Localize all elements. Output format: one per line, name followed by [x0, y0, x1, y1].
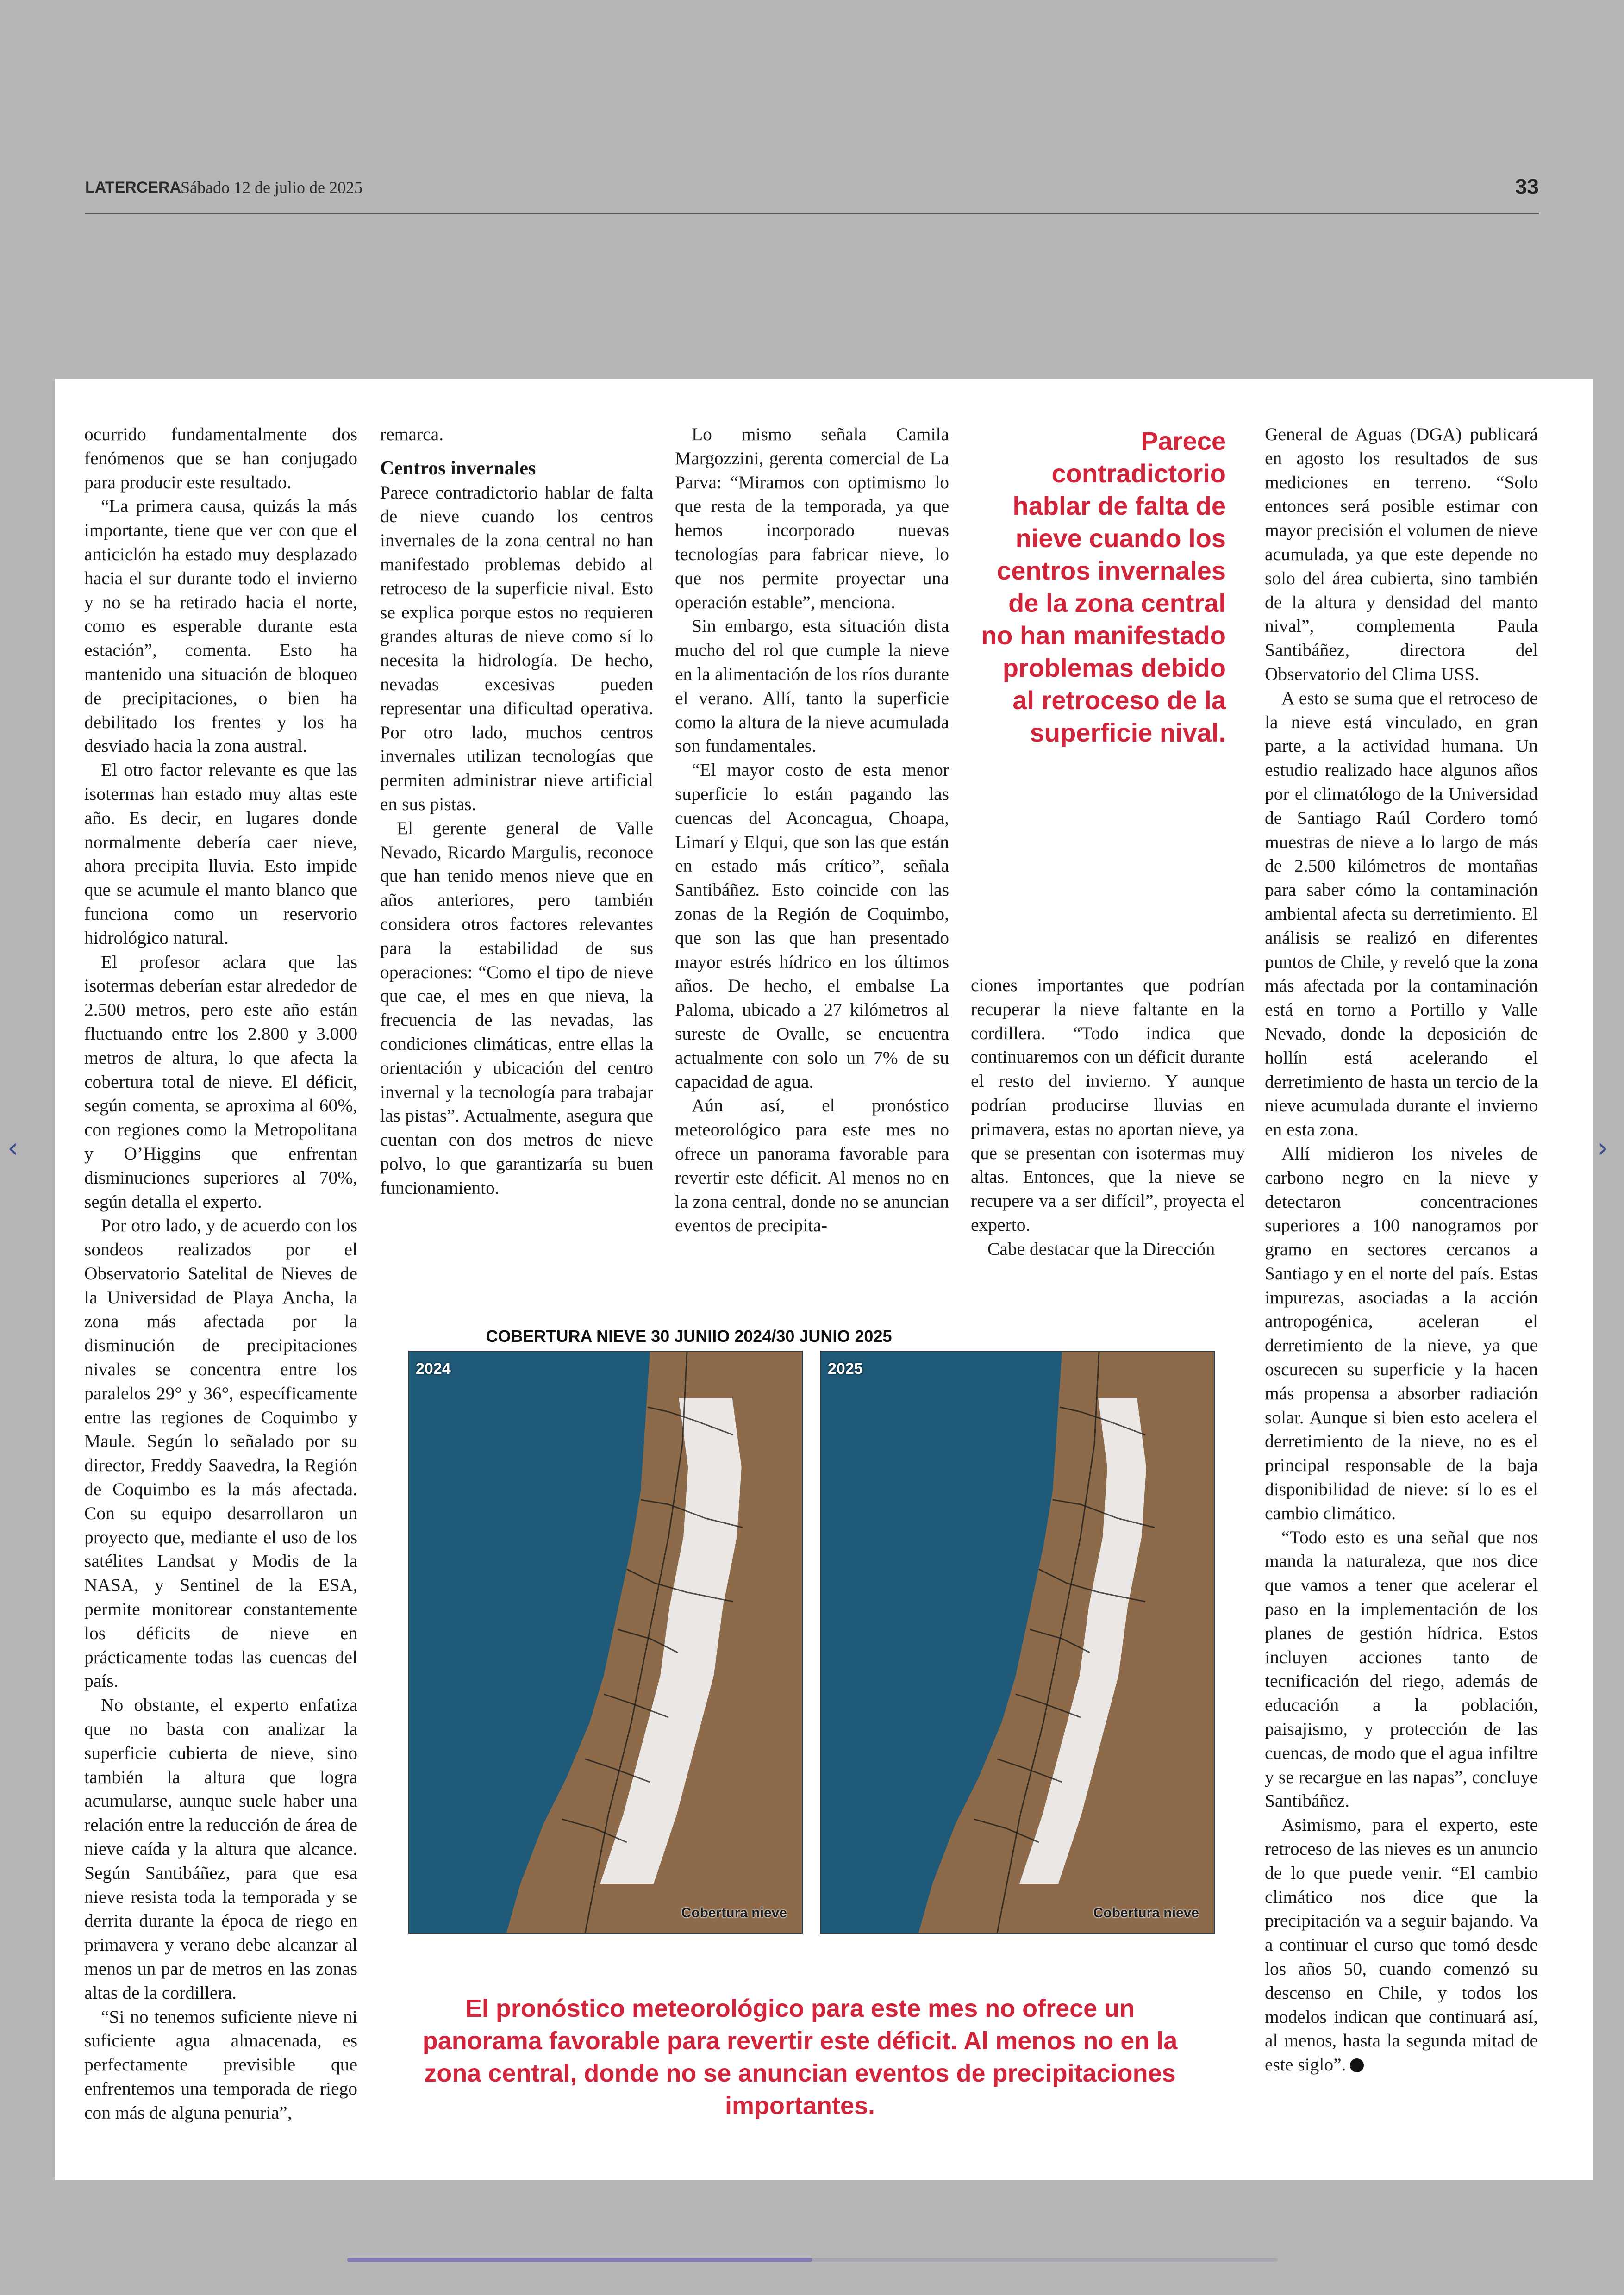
- newspaper-brand: LATERCERA: [85, 179, 181, 196]
- paragraph-text: Sin embargo, esta situación dista mucho del rol que cumple la nieve en la alimentación de los ríos durante el verano. Allí, tanto la superficie como la altura de la nieve acumulada son fundamentales.: [675, 616, 949, 756]
- paragraph-text: “Si no tenemos suficiente nieve ni suficiente agua almacenada, es perfectamente previsible que enfrentemos una temporada de riego con más de alguna penuria”,: [84, 2006, 357, 2123]
- paragraph-text: Lo mismo señala Camila Margozzini, gerenta comercial de La Parva: “Miramos con optimismo lo que resta de la temporada, ya que hemos incorporado nuevas tecnologías para fabricar nieve, lo que nos permite proyectar una operación estable”, menciona.: [675, 424, 949, 612]
- chevron-right-icon[interactable]: ›: [1597, 1132, 1608, 1164]
- map-legend-label: Cobertura nieve: [1093, 1905, 1199, 1921]
- paragraph: [84, 950, 357, 1214]
- page-number: 33: [1515, 175, 1539, 199]
- paragraph: [675, 423, 949, 614]
- paragraph: [380, 481, 653, 817]
- paragraph: [84, 1214, 357, 1693]
- paragraph: [675, 758, 949, 1094]
- satellite-image: [821, 1352, 1214, 1933]
- column-5: [1265, 423, 1538, 2145]
- page-scrollbar[interactable]: [347, 2258, 1278, 2262]
- end-mark-icon: [1350, 2058, 1364, 2072]
- paragraph-text: Parece contradictorio hablar de falta de nieve cuando los centros invernales de la zona central no han manifestado problemas debido al retroceso de la superficie nival. Esto se explica porque estos no requieren grandes alturas de nieve como sí lo necesita la hidrología. De hecho, nevadas excesivas pueden representar una dificultad operativa. Por otro lado, muchos centros invernales utilizan tecnologías que permiten administrar nieve artificial en sus pistas.: [380, 482, 653, 814]
- map-figure-title: COBERTURA NIEVE 30 JUNIIO 2024/30 JUNIO 2025: [486, 1327, 892, 1346]
- paragraph-text: General de Aguas (DGA) publicará en agosto los resultados de sus mediciones en terreno. “Solo entonces será posible estimar con mayor precisión el volumen de nieve acumulada, ya que este depende no solo del área cubierta, sino también de la altura y densidad del manto nival”, complementa Paula Santibáñez, directora del Observatorio del Clima USS.: [1265, 424, 1538, 684]
- scrollbar-thumb[interactable]: [347, 2258, 812, 2262]
- paragraph-text: Asimismo, para el experto, este retroceso de las nieves es un anuncio de lo que puede venir. “El cambio climático nos dice que la precipitación va a seguir bajando. Va a continuar el curso que tomó desde los años 50, cuando comenzó su descenso en Chile, y todos los modelos indican que continuará así, al menos, hasta la segunda mitad de este siglo”.: [1265, 1815, 1538, 2075]
- paragraph-text: El profesor aclara que las isotermas deberían estar alrededor de 2.500 metros, pero este año están fluctuando entre los 2.800 y 3.000 metros de altura, lo que afecta la cobertura total de nieve. El déficit, según comenta, se aproxima al 60%, con regiones como la Metropolitana y O’Higgins que enfrentan disminuciones superiores al 70%, según detalla el experto.: [84, 951, 357, 1212]
- paragraph-text: “El mayor costo de esta menor superficie lo están pagando las cuencas del Aconcagua, Choapa, Limarí y Elqui, que son las que están en estado más crítico”, señala Santibáñez. Esto coincide con las zonas de la Región de Coquimbo, que son las que han presentado mayor estrés hídrico en los últimos años. De hecho, el embalse La Paloma, ubicado a 27 kilómetros al sureste de Ovalle, se encuentra actualmente con solo un 7% de su capacidad de agua.: [675, 760, 949, 1092]
- paragraph: [1265, 686, 1538, 1142]
- column-2: [380, 423, 653, 1316]
- paragraph-text: remarca.: [380, 424, 444, 444]
- paragraph-text: A esto se suma que el retroceso de la nieve está vinculado, en gran parte, a la actividad humana. Un estudio realizado hace algunos años por el climatólogo de la Universidad de Santiago Raúl Cordero tomó muestras de nieve a lo largo de más de 2.500 kilómetros de montañas para saber cómo la contaminación ambiental afecta su derretimiento. El análisis se realizó en diferentes puntos de Chile, y reveló que la zona más afectada por la contaminación está en torno a Portillo y Valle Nevado, donde la deposición de hollín está acelerando el derretimiento de hasta un tercio de la nieve acumulada durante el invierno en esta zona.: [1265, 687, 1538, 1140]
- paragraph-text: “La primera causa, quizás la más importante, tiene que ver con que el anticiclón ha estado muy desplazado hacia el sur durante todo el invierno y no se ha retirado hacia el norte, como es esperable durante esta estación”, comenta. Esto ha mantenido una situación de bloqueo de precipitaciones, o bien ha debilitado los frentes y los ha desviado hacia la zona austral.: [84, 496, 357, 756]
- paragraph: [380, 423, 653, 447]
- paragraph-text: El gerente general de Valle Nevado, Ricardo Margulis, reconoce que han tenido menos nieve que en años anteriores, pero también considera otros factores relevantes para la estabilidad de sus operaciones: “Como el tipo de nieve que cae, el mes en que nieva, la frecuencia de las nevadas, las condiciones climáticas, entre ellas la orientación y ubicación del centro invernal y la tecnología para trabajar las pistas”. Actualmente, asegura que cuentan con dos metros de nieve polvo, lo que garantizaría su buen funcionamiento.: [380, 817, 653, 1198]
- map-legend-label: Cobertura nieve: [681, 1905, 787, 1921]
- paragraph: [971, 1237, 1245, 1261]
- paragraph-text: “Todo esto es una señal que nos manda la naturaleza, que nos dice que vamos a tener que acelerar el paso en la implementación de los planes de gestión hídrica. Estos incluyen acciones tanto de tecnificación del riego, además de educación a la población, paisajismo, y protección de las cuencas, de modo que el agua infiltre y se recargue en las napas”, concluye Santibáñez.: [1265, 1527, 1538, 1811]
- paragraph-text: Aún así, el pronóstico meteorológico para este mes no ofrece un panorama favorable para revertir este déficit. Al menos no en la zona central, donde no se anuncian eventos de precipita-: [675, 1095, 949, 1236]
- map-caption: El pronóstico meteorológico para este mes no ofrece un panorama favorable para revertir este déficit. Al menos no en la zona central, donde no se anuncian eventos de precipitaciones importantes.: [422, 1995, 1178, 2120]
- paragraph-text: ciones importantes que podrían recuperar la nieve faltante en la cordillera. “Todo indica que continuaremos con un déficit durante el resto del invierno. Y aunque podrían producirse lluvias en primavera, estas no aportan nieve, ya que se presentan con isotermas muy altas. Entonces, que la nieve se recupere va a ser difícil”, proyecta el experto.: [971, 975, 1245, 1235]
- article-page: [55, 379, 1593, 2180]
- map-year-label: 2025: [828, 1360, 863, 1378]
- column-4: [971, 973, 1245, 1316]
- paragraph: [1265, 1526, 1538, 1814]
- column-1: [84, 423, 357, 2145]
- paragraph: [1265, 1813, 1538, 2077]
- paragraph-text: El otro factor relevante es que las isotermas han estado muy altas este año. Es decir, en lugares donde normalmente debería caer nieve, ahora precipita lluvia. Esto impide que se acumule el manto blanco que funciona como un reservorio hidrológico natural.: [84, 760, 357, 948]
- paragraph-text: Por otro lado, y de acuerdo con los sondeos realizados por el Observatorio Satelital de Nieves de la Universidad de Playa Ancha, la zona más afectada por la disminución de precipitaciones nivales se concentra entre los paralelos 29° y 36°, específicamente entre las regiones de Coquimbo y Maule. Según lo señalado por su director, Freddy Saavedra, la Región de Coquimbo es la más afectada. Con su equipo desarrollaron un proyecto que, mediante el uso de los satélites Landsat y Modis de la NASA, y Sentinel de la ESA, permite monitorear constantemente los déficits de nieve en prácticamente todas las cuencas del país.: [84, 1215, 357, 1691]
- paragraph: [84, 2005, 357, 2125]
- paragraph: [84, 494, 357, 758]
- chevron-left-icon[interactable]: ‹: [7, 1132, 19, 1164]
- paragraph: [1265, 1142, 1538, 1526]
- page-header: [85, 176, 1539, 214]
- paragraph: [84, 423, 357, 494]
- snow-map-2025: [820, 1351, 1215, 1934]
- paragraph: [84, 1693, 357, 2005]
- paragraph-text: ocurrido fundamentalmente dos fenómenos que se han conjugado para producir este resultado.: [84, 424, 357, 493]
- snow-map-2024: [408, 1351, 803, 1934]
- paragraph-text: Cabe destacar que la Dirección: [987, 1238, 1215, 1259]
- pull-quote: Parece contradictorio hablar de falta de nieve cuando los centros invernales de la zona central no han manifestado problemas debido al retroceso de la superficie nival.: [981, 426, 1226, 747]
- issue-date: Sábado 12 de julio de 2025: [181, 178, 362, 197]
- paragraph: [380, 817, 653, 1200]
- column-3: [675, 423, 949, 1316]
- paragraph: [971, 973, 1245, 1237]
- paragraph: [675, 1094, 949, 1238]
- satellite-image: [409, 1352, 802, 1933]
- paragraph: [84, 758, 357, 950]
- paragraph: [1265, 423, 1538, 686]
- section-heading: Centros invernales: [380, 457, 536, 479]
- paragraph: [675, 614, 949, 758]
- map-year-label: 2024: [416, 1360, 451, 1378]
- paragraph-text: No obstante, el experto enfatiza que no basta con analizar la superficie cubierta de nieve, sino también la altura que logra acumularse, aunque suele haber una relación entre la reducción de área de nieve caída y la altura que alcance. Según Santibáñez, para que esa nieve resista toda la temporada y se derrita durante la época de riego en primavera y verano debe alcanzar al menos un par de metros en las zonas altas de la cordillera.: [84, 1695, 357, 2003]
- paragraph-text: Allí midieron los niveles de carbono negro en la nieve y detectaron concentraciones superiores a 100 nanogramos por gramo en sectores cercanos a Santiago y en el norte del país. Estas impurezas, asociadas a la acción antropogénica, aceleran el derretimiento de la nieve, ya que oscurecen su superficie y la hacen más propensa a absorber radiación solar. Aunque si bien esto acelera el derretimiento de la nieve, no es el principal responsable de la baja disponibilidad de nieve: sí lo es el cambio climático.: [1265, 1143, 1538, 1523]
